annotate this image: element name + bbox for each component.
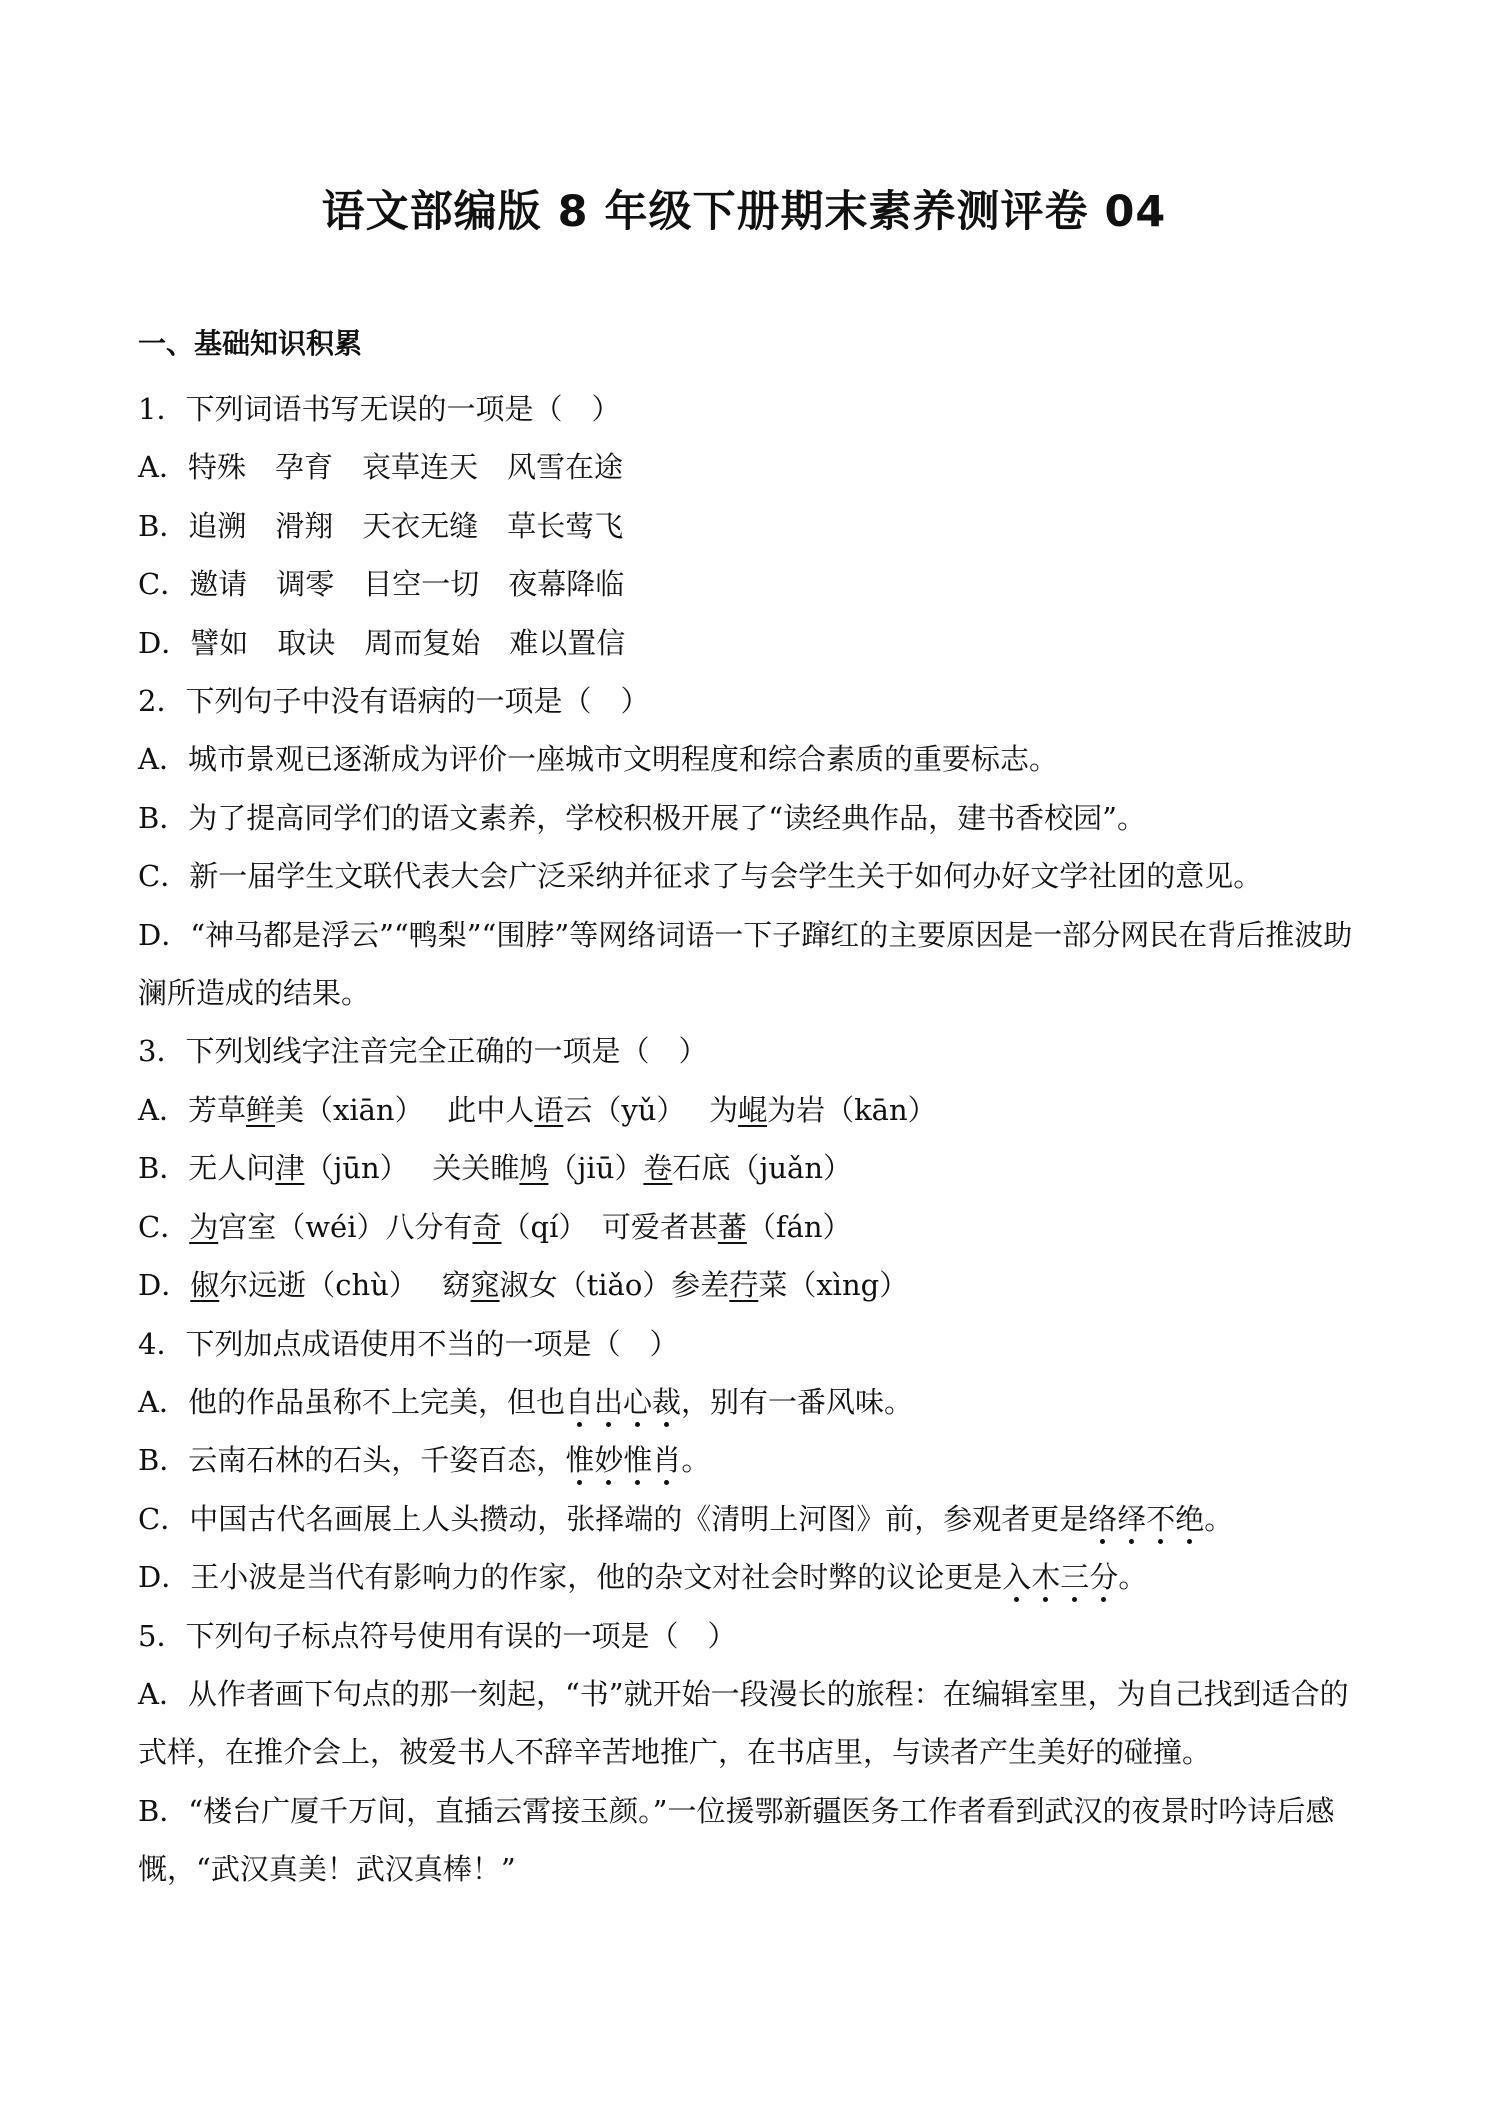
question-1-option-c: C．邀请 调零 目空一切 夜幕降临 (138, 567, 625, 602)
emphasis-dot-char: 心 (622, 1384, 652, 1419)
question-1-option-a: A．特殊 孕育 哀草连天 风雪在途 (138, 450, 623, 485)
emphasis-dot-char: 肖 (652, 1443, 682, 1478)
text-segment: 。 (1204, 1501, 1234, 1536)
emphasis-dot-char: 木 (1031, 1560, 1061, 1595)
question-2-stem: 2．下列句子中没有语病的一项是（ ） (138, 684, 650, 719)
text-segment: 石底（juǎn） (672, 1151, 853, 1186)
question-5-option-b: B．“楼台广厦千万间，直插云霄接玉颜。”一位援鄂新疆医务工作者看到武汉的夜景时吟诗后感慨，“武汉真美！武汉真棒！” (138, 1793, 1335, 1887)
text-segment: 为岩（kān） (767, 1092, 937, 1127)
emphasis-dot-char: 入 (1002, 1560, 1032, 1595)
underlined-char: 蕃 (717, 1209, 747, 1244)
underlined-char: 鲜 (245, 1092, 275, 1127)
underlined-char: 俶 (190, 1268, 220, 1303)
text-segment: 。 (681, 1443, 711, 1478)
text-segment: 。 (1118, 1560, 1148, 1595)
text-segment: （fán） (746, 1209, 852, 1244)
dotted-idiom (565, 1443, 681, 1477)
underlined-char: 津 (275, 1151, 305, 1186)
dotted-idiom (1088, 1502, 1204, 1536)
emphasis-dot-char: 惟 (623, 1443, 653, 1478)
text-segment: 尔远逝（chù） 窈 (219, 1268, 471, 1303)
emphasis-dot-char: 惟 (565, 1443, 595, 1478)
question-4-stem: 4．下列加点成语使用不当的一项是（ ） (138, 1326, 679, 1361)
emphasis-dot-char: 裁 (652, 1384, 682, 1419)
underlined-char: 崐 (738, 1092, 768, 1127)
underlined-char: 奇 (472, 1209, 502, 1244)
text-segment: 菜（xìng） (758, 1268, 909, 1303)
emphasis-dot-char: 不 (1146, 1501, 1176, 1536)
text-segment: （jiū） (548, 1151, 644, 1186)
underlined-char: 鸠 (519, 1151, 549, 1186)
text-segment: 美（xiān） 此中人 (274, 1092, 535, 1127)
emphasis-dot-char: 分 (1089, 1560, 1119, 1595)
question-4-option-c (138, 1490, 1360, 1548)
question-4-option-b (138, 1431, 1360, 1489)
text-segment: ，别有一番风味。 (681, 1384, 914, 1419)
text-segment: D． (138, 1268, 191, 1303)
question-2-option-d: D．“神马都是浮云”“鸭梨”“围脖”等网络词语一下子蹿红的主要原因是一部分网民在背后推波助澜所造成的结果。 (138, 917, 1353, 1011)
question-1-option-b: B．追溯 滑翔 天衣无缝 草长莺飞 (138, 508, 624, 543)
emphasis-dot-char: 出 (593, 1384, 623, 1419)
text-segment: D．王小波是当代有影响力的作家，他的杂文对社会时弊的议论更是 (138, 1560, 1003, 1595)
question-3-option-d (138, 1256, 1360, 1314)
question-4-option-d (138, 1548, 1360, 1606)
emphasis-dot-char: 三 (1060, 1560, 1090, 1595)
emphasis-dot-char: 自 (564, 1384, 594, 1419)
question-3-option-c (138, 1198, 1360, 1256)
section-heading: 一、基础知识积累 (138, 327, 363, 360)
dotted-idiom (565, 1385, 681, 1419)
emphasis-dot-char: 绎 (1117, 1501, 1147, 1536)
question-4-option-a (138, 1373, 1360, 1431)
text-segment: （qí） 可爱者甚 (501, 1209, 718, 1244)
question-2-option-c: C．新一届学生文联代表大会广泛采纳并征求了与会学生关于如何办好文学社团的意见。 (138, 859, 1263, 894)
text-segment: 云（yǔ） 为 (563, 1092, 739, 1127)
underlined-char: 荇 (729, 1268, 759, 1303)
dotted-idiom (1002, 1560, 1118, 1594)
underlined-char: 为 (189, 1209, 219, 1244)
text-segment: B．无人问 (138, 1151, 276, 1186)
text-segment: C．中国古代名画展上人头攒动，张择端的《清明上河图》前，参观者更是 (138, 1501, 1089, 1536)
question-5-stem: 5．下列句子标点符号使用有误的一项是（ ） (138, 1618, 737, 1653)
question-3-option-a (138, 1081, 1360, 1139)
question-2-option-b: B．为了提高同学们的语文素养，学校积极开展了“读经典作品，建书香校园”。 (138, 800, 1146, 835)
emphasis-dot-char: 绝 (1175, 1501, 1205, 1536)
text-segment: 宫室（wéi）八分有 (218, 1209, 473, 1244)
text-segment: （jūn） 关关睢 (304, 1151, 520, 1186)
text-segment: 淑女（tiǎo）参差 (499, 1268, 730, 1303)
question-3-option-b (138, 1139, 1360, 1197)
page-title: 语文部编版 8 年级下册期末素养测评卷 04 (321, 187, 1167, 237)
question-1-option-d: D．譬如 取诀 周而复始 难以置信 (138, 625, 626, 660)
text-segment: A．他的作品虽称不上完美，但也 (138, 1384, 565, 1419)
question-1-stem: 1．下列词语书写无误的一项是（ ） (138, 392, 621, 426)
emphasis-dot-char: 妙 (594, 1443, 624, 1478)
question-2-option-a: A．城市景观已逐渐成为评价一座城市文明程度和综合素质的重要标志。 (138, 742, 1058, 777)
question-5-option-a: A．从作者画下句点的那一刻起，“书”就开始一段漫长的旅程：在编辑室里，为自己找到适合的式样，在推介会上，被爱书人不辞辛苦地推广，在书店里，与读者产生美好的碰撞。 (138, 1676, 1349, 1770)
text-segment: B．云南石林的石头，千姿百态， (138, 1443, 566, 1478)
emphasis-dot-char: 络 (1088, 1501, 1118, 1536)
underlined-char: 卷 (643, 1151, 673, 1186)
questions (138, 380, 1360, 1899)
text-segment: C． (138, 1209, 190, 1244)
question-3-stem: 3．下列划线字注音完全正确的一项是（ ） (138, 1034, 708, 1069)
underlined-char: 窕 (470, 1268, 500, 1303)
underlined-char: 语 (534, 1092, 564, 1127)
text-segment: A．芳草 (138, 1092, 246, 1127)
